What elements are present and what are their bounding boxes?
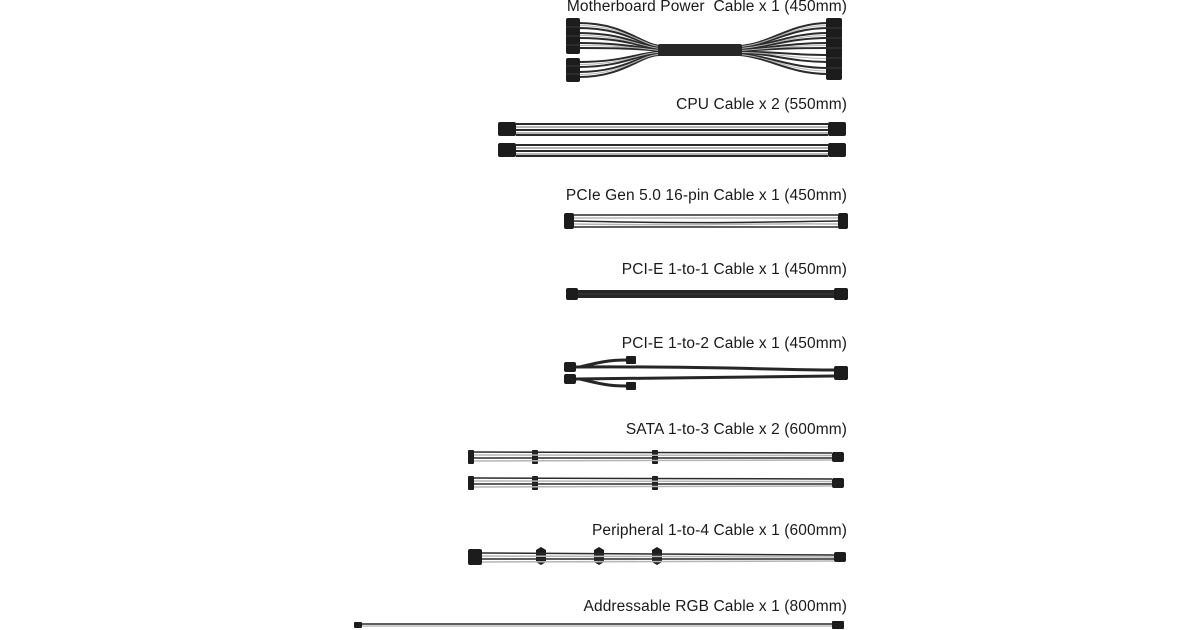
pcie-1to1-cable-image	[566, 288, 848, 300]
cable-label-argb: Addressable RGB Cable x 1 (800mm)	[583, 598, 847, 615]
cable-label-pcie-1to1: PCI-E 1-to-1 Cable x 1 (450mm)	[621, 261, 847, 278]
cable-label-pcie-gen5: PCIe Gen 5.0 16-pin Cable x 1 (450mm)	[565, 187, 847, 204]
cable-label-peripheral: Peripheral 1-to-4 Cable x 1 (600mm)	[591, 522, 847, 539]
sata-cable-image	[468, 450, 844, 490]
pcie-1to2-cable-image	[564, 356, 848, 390]
cable-label-cpu: CPU Cable x 2 (550mm)	[676, 96, 847, 113]
motherboard-cable-image	[566, 18, 842, 82]
cpu-cable-image	[498, 122, 846, 157]
argb-cable-image	[354, 621, 844, 629]
cable-label-sata: SATA 1-to-3 Cable x 2 (600mm)	[625, 421, 847, 438]
peripheral-cable-image	[468, 547, 846, 565]
pcie-gen5-cable-image	[564, 213, 848, 229]
cable-label-motherboard: Motherboard Power Cable x 1 (450mm)	[566, 0, 847, 15]
cable-label-pcie-1to2: PCI-E 1-to-2 Cable x 1 (450mm)	[621, 335, 847, 352]
